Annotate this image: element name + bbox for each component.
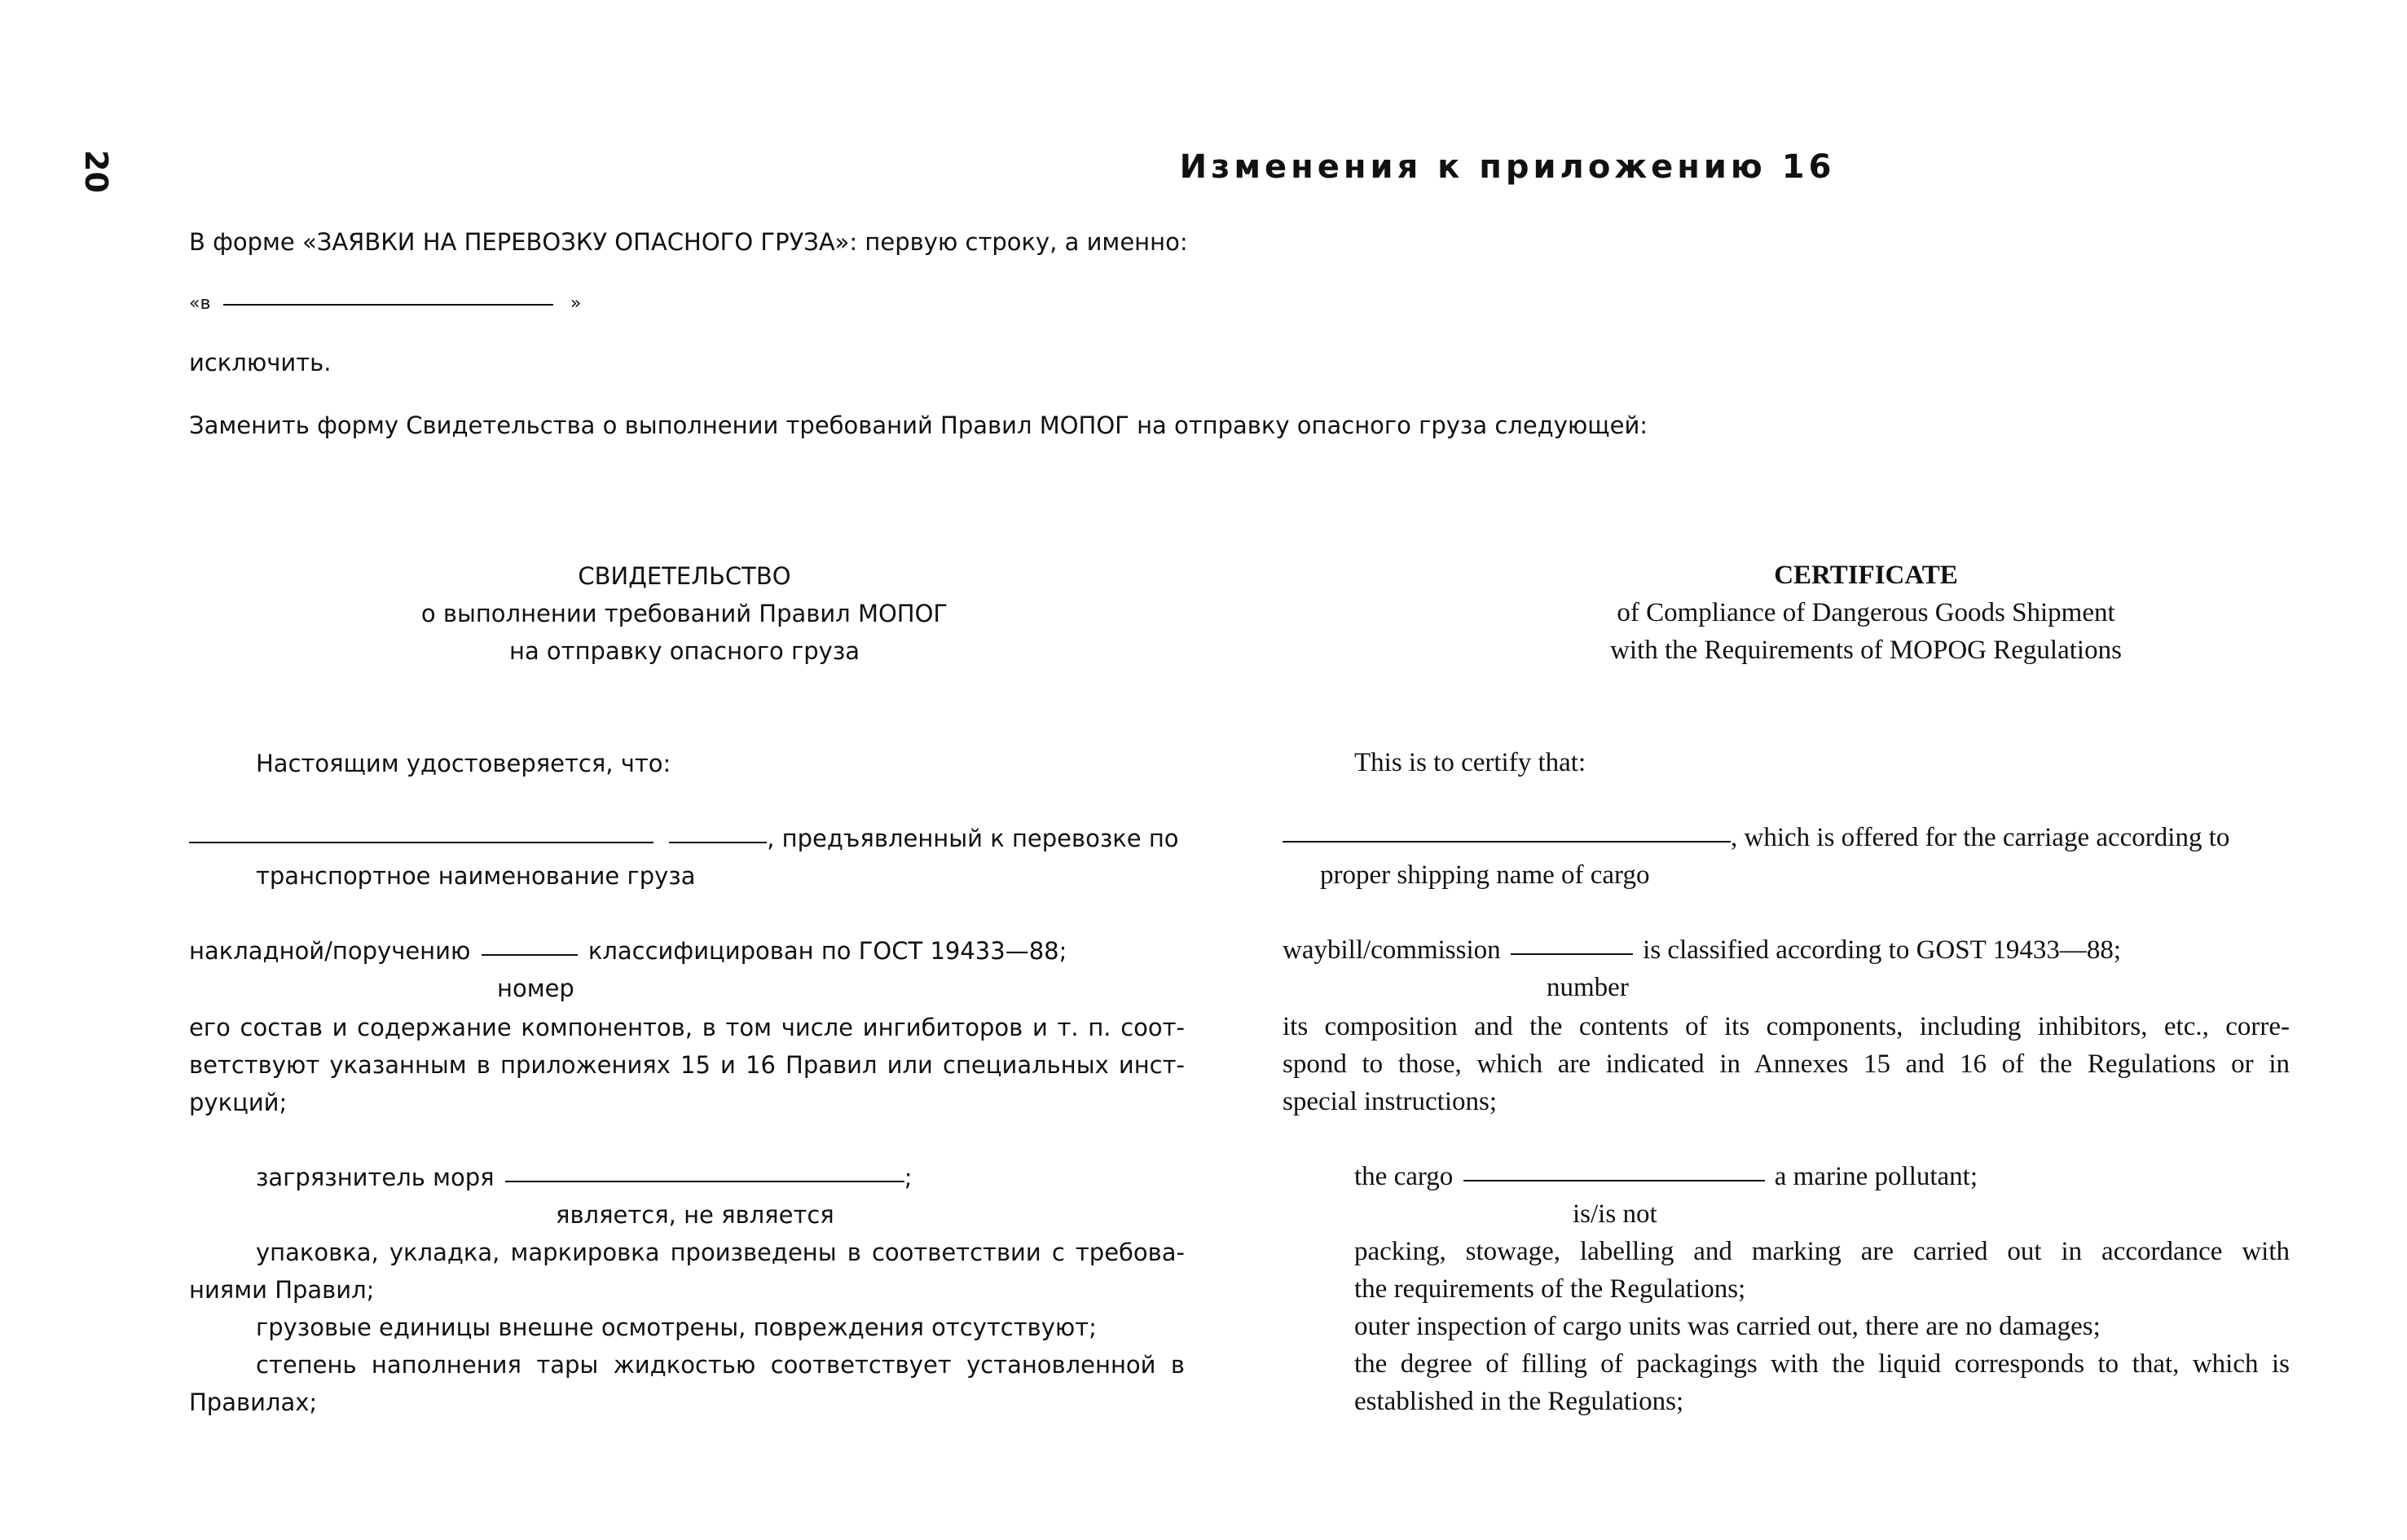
- ru-waybill: накладной/поручению: [189, 937, 471, 965]
- en-pollutant-caption: is/is not: [1573, 1199, 1657, 1229]
- intro-line-1: В форме «ЗАЯВКИ НА ПЕРЕВОЗКУ ОПАСНОГО ГРУЗА»: первую строку, а именно:: [189, 228, 1188, 256]
- ru-waybill-line: [189, 937, 1067, 965]
- ru-pollutant-line: [256, 1164, 913, 1191]
- ru-cargo-caption: транспортное наименование груза: [256, 862, 696, 890]
- ru-filling-2: Правилах;: [189, 1388, 318, 1416]
- en-subtitle-1: of Compliance of Dangerous Goods Shipment: [1617, 598, 2115, 627]
- page-number: 20: [78, 150, 114, 193]
- ru-packing-2: ниями Правил;: [189, 1276, 375, 1304]
- ru-pollutant-caption: является, не является: [556, 1201, 834, 1229]
- ru-cargo-line: [189, 825, 1179, 852]
- ru-presented: , предъявленный к перевозке по: [767, 825, 1179, 852]
- blank-line: [505, 1180, 904, 1182]
- ru-filling-1: степень наполнения тары жидкостью соответствует установленной в: [256, 1351, 1185, 1379]
- blank-line: [223, 303, 553, 306]
- ru-inspection: грузовые единицы внешне осмотрены, повреждения отсутствуют;: [256, 1313, 1097, 1341]
- intro-exclude: исключить.: [189, 349, 332, 376]
- en-composition-1: its composition and the contents of its components, including inhibitors, etc., corre-: [1283, 1012, 2290, 1041]
- en-subtitle-2: with the Requirements of MOPOG Regulations: [1610, 636, 2122, 665]
- ru-subtitle-1: о выполнении требований Правил МОПОГ: [420, 600, 948, 627]
- blank-line: [1463, 1179, 1765, 1181]
- ru-composition-3: рукций;: [189, 1089, 288, 1116]
- en-classified: is classified according to GOST 19433—88;: [1643, 935, 2122, 965]
- en-cargo-line: [1283, 823, 2229, 853]
- en-pollutant: a marine pollutant;: [1774, 1162, 1978, 1191]
- ru-composition-2: ветствуют указанным в приложениях 15 и 16 Правил или специальных инст-: [189, 1051, 1185, 1079]
- blank-line: [482, 953, 578, 956]
- page-title: Изменения к приложению 16: [1179, 148, 1836, 186]
- blank-line: [1511, 953, 1633, 955]
- ru-number-caption: номер: [497, 975, 574, 1002]
- ru-packing-1: упаковка, укладка, маркировка произведены в соответствии с требова-: [256, 1239, 1185, 1266]
- en-pollutant-line: [1354, 1162, 1978, 1192]
- en-offered: , which is offered for the carriage according to: [1731, 823, 2230, 852]
- en-certify: This is to certify that:: [1354, 748, 1586, 777]
- quote-open: «в: [189, 293, 211, 314]
- intro-quote-line: [189, 287, 581, 315]
- ru-composition-1: его состав и содержание компонентов, в том числе ингибиторов и т. п. соот-: [189, 1014, 1185, 1041]
- en-waybill-line: [1283, 935, 2121, 966]
- ru-certify: Настоящим удостоверяется, что:: [256, 750, 671, 777]
- en-packing-1: packing, stowage, labelling and marking are carried out in accordance with: [1354, 1237, 2290, 1266]
- blank-line: [189, 841, 653, 843]
- ru-pollutant: загрязнитель моря: [256, 1164, 495, 1191]
- quote-close: »: [570, 293, 582, 314]
- en-composition-3: special instructions;: [1283, 1087, 1498, 1116]
- en-inspection: outer inspection of cargo units was carried out, there are no damages;: [1354, 1312, 2101, 1341]
- en-cargo-caption: proper shipping name of cargo: [1320, 860, 1650, 890]
- en-waybill: waybill/commission: [1283, 935, 1501, 965]
- en-composition-2: spond to those, which are indicated in Annexes 15 and 16 of the Regulations or in: [1283, 1049, 2290, 1079]
- en-packing-2: the requirements of the Regulations;: [1354, 1274, 1746, 1304]
- en-filling-1: the degree of filling of packagings with the liquid corresponds to that, which is: [1354, 1349, 2290, 1379]
- en-cargo: the cargo: [1354, 1162, 1454, 1191]
- ru-subtitle-2: на отправку опасного груза: [508, 637, 860, 665]
- en-title: CERTIFICATE: [1774, 561, 1958, 590]
- ru-title: СВИДЕТЕЛЬСТВО: [578, 562, 791, 590]
- en-number-caption: number: [1547, 973, 1629, 1002]
- ru-pollutant-end: ;: [904, 1164, 913, 1191]
- intro-replace: Заменить форму Свидетельства о выполнении требований Правил МОПОГ на отправку опасного груза следующей:: [189, 411, 1648, 439]
- ru-classified: классифицирован по ГОСТ 19433—88;: [587, 937, 1067, 965]
- en-filling-2: established in the Regulations;: [1354, 1387, 1684, 1416]
- blank-line: [669, 841, 767, 843]
- blank-line: [1283, 840, 1731, 843]
